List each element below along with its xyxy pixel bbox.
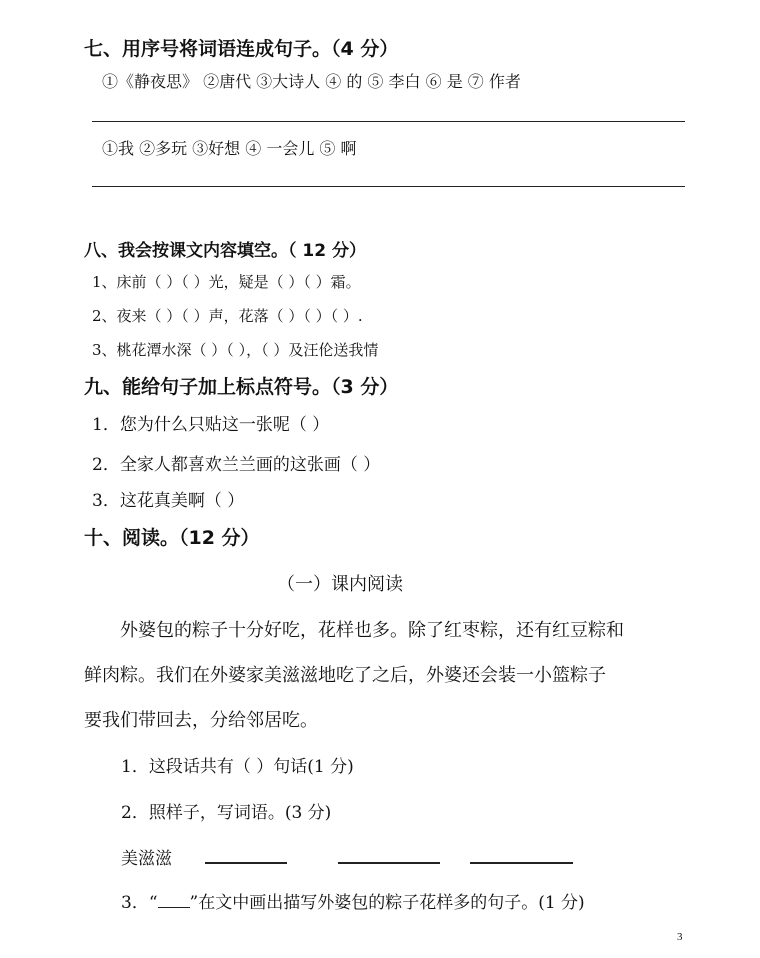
section-7-words-line-1: ①《静夜思》 ②唐代 ③大诗人 ④ 的 ⑤ 李白 ⑥ 是 ⑦ 作者 — [102, 72, 521, 91]
passage-line-1: 外婆包的粽子十分好吃，花样也多。除了红枣粽，还有红豆粽和 — [120, 620, 624, 641]
question-3-prefix: 3．“ — [121, 893, 158, 913]
passage-line-2: 鲜肉粽。我们在外婆家美滋滋地吃了之后，外婆还会装一小篮粽子 — [84, 665, 606, 686]
section-7-title: 七、用序号将词语连成句子。（4 分） — [84, 38, 399, 60]
section-9-title: 九、能给句子加上标点符号。（3 分） — [84, 376, 399, 398]
answer-line-2 — [92, 186, 685, 187]
fill-item-1: 1、床前（ ）（ ）光，疑是（ ）（ ）霜。 — [92, 273, 361, 291]
fill-item-2: 2、夜来（ ）（ ）声，花落（ ）（ ）（ ）. — [92, 307, 363, 325]
example-word: 美滋滋 — [121, 849, 172, 869]
answer-line-1 — [92, 121, 685, 122]
passage-line-3: 要我们带回去，分给邻居吃。 — [84, 710, 318, 731]
section-8-title: 八、我会按课文内容填空。（ 12 分） — [84, 241, 366, 261]
question-3-blank[interactable] — [158, 893, 190, 908]
section-10-title: 十、阅读。（12 分） — [84, 527, 260, 549]
word-blank-3[interactable] — [470, 862, 573, 864]
reading-subtitle: （一）课内阅读 — [277, 574, 403, 595]
page-number: 3 — [677, 931, 683, 943]
word-blank-1[interactable] — [205, 862, 287, 864]
punctuation-item-3: 3．这花真美啊（ ） — [92, 491, 245, 511]
question-3-suffix: ”在文中画出描写外婆包的粽子花样多的句子。(1 分) — [189, 893, 585, 913]
reading-question-2: 2．照样子，写词语。(3 分) — [121, 803, 332, 823]
word-blank-2[interactable] — [338, 862, 440, 864]
punctuation-item-2: 2．全家人都喜欢兰兰画的这张画（ ） — [92, 455, 381, 475]
section-7-words-line-2: ①我 ②多玩 ③好想 ④ 一会儿 ⑤ 啊 — [102, 139, 357, 158]
reading-question-3 — [121, 888, 585, 913]
fill-item-3: 3、桃花潭水深（ ）（ ），（ ）及汪伦送我情 — [92, 341, 379, 359]
reading-question-1: 1．这段话共有（ ）句话(1 分) — [121, 757, 354, 777]
punctuation-item-1: 1．您为什么只贴这一张呢（ ） — [92, 415, 330, 435]
